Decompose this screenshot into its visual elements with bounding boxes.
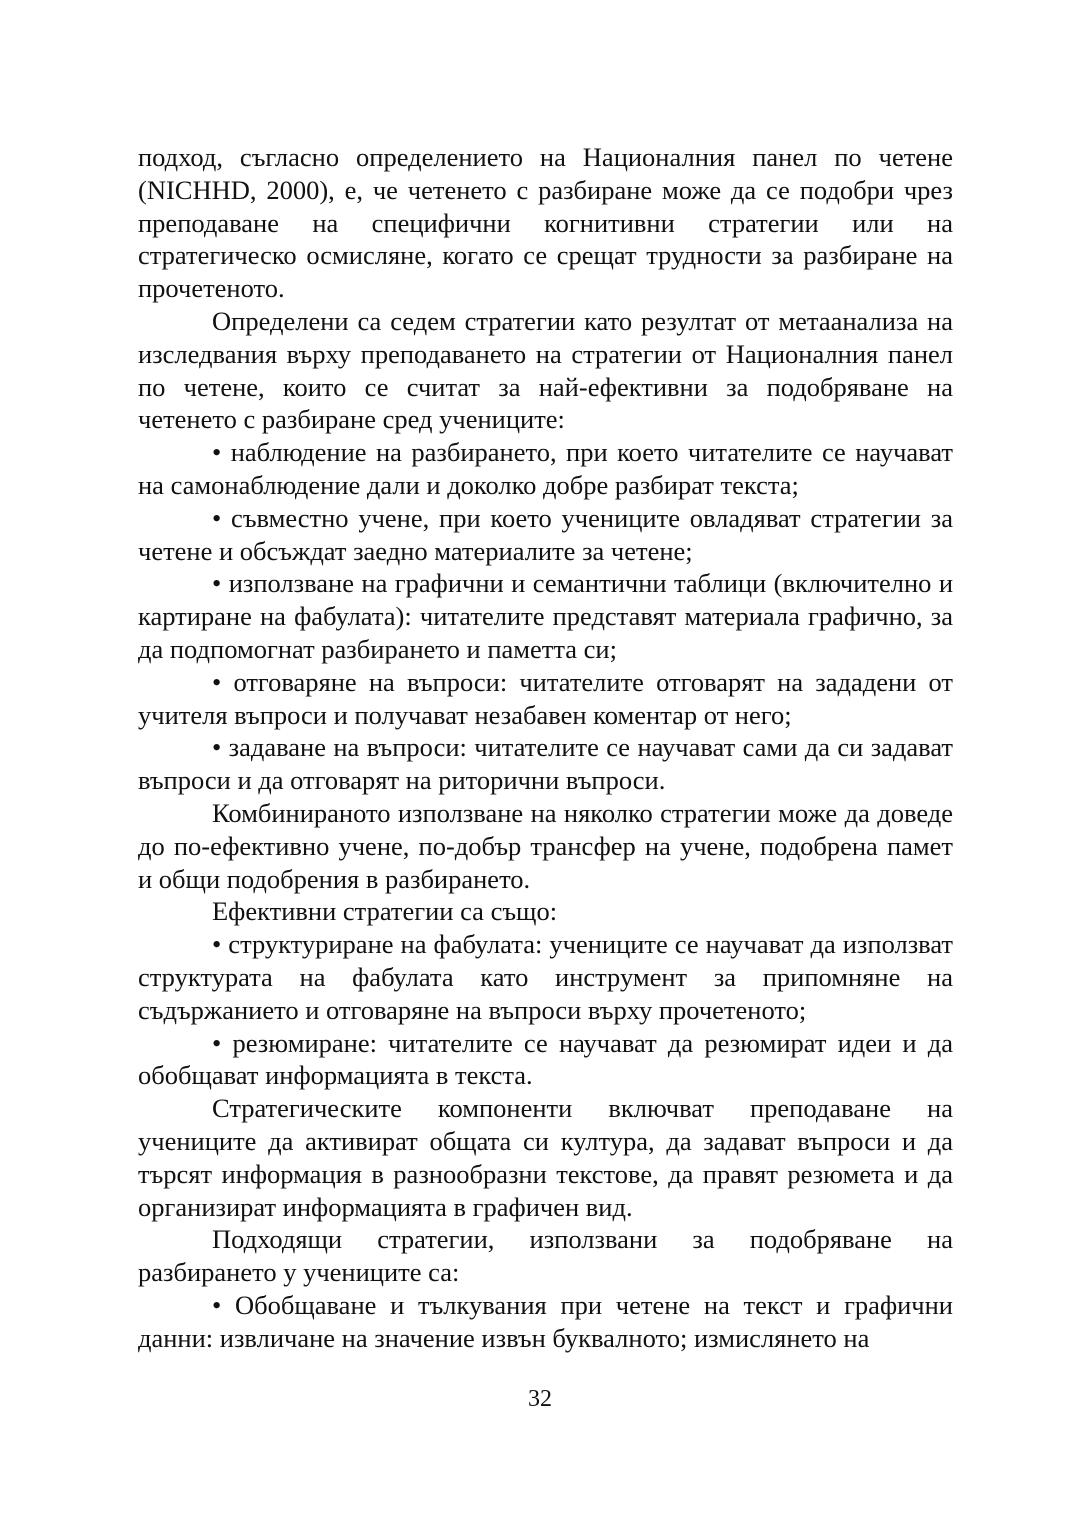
paragraph-combined-strategies: Комбинираното използване на няколко стратегии може да доведе до по-ефективно учене, по-добър трансфер на учене, подобрена памет и общи подобрения в разбирането.: [138, 797, 953, 894]
paragraph-continuation: подход, съгласно определението на Националния панел по четене (NICHHD, 2000), е, че четенето с разбиране може да се подобри чрез преподаване на специфични когнитивни стратегии или на стратегическо осмисляне, когато се срещат трудности за разбиране на прочетеното.: [138, 142, 953, 304]
list-item-graphic-organizers: • използване на графични и семантични таблици (включително и картиране на фабулата): читателите представят материала графично, за да подпомогнат разбирането и паметта си;: [138, 568, 953, 664]
body-text: [138, 141, 953, 1354]
list-item-summarization: • резюмиране: читателите се научават да резюмират идеи и да обобщават информацията в текста.: [138, 1027, 953, 1091]
list-item-comprehension-monitoring: • наблюдение на разбирането, при което читателите се научават на самонаблюдение дали и доколко добре разбират текста;: [138, 437, 953, 500]
list-item-cooperative-learning: • съвместно учене, при което учениците овладяват стратегии за четене и обсъждат заедно материалите за четене;: [138, 502, 953, 566]
paragraph-effective-strategies: Ефективни стратегии са също:: [212, 896, 558, 927]
list-item-story-structure: • структуриране на фабулата: учениците се научават да използват структурата на фабулата като инструмент за припомняне на съдържанието и отговаряне на въпроси върху прочетеното;: [138, 929, 953, 1025]
list-item-inference: • Обобщаване и тълкувания при четене на текст и графични данни: извличане на значение извън буквалното; измислянето на: [138, 1289, 953, 1353]
paragraph-strategic-components: Стратегическите компоненти включват преподаване на учениците да активират общата си култура, да задават въпроси и да търсят информация в разнообразни текстове, да правят резюмета и да организират информацията в графичен вид.: [138, 1093, 953, 1222]
paragraph-seven-strategies: Определени са седем стратегии като резултат от метаанализа на изследвания върху преподаването на стратегии от Националния панел по четене, които се считат за най-ефективни за подобряване на четенето с разбиране сред учениците:: [138, 305, 953, 435]
paragraph-suitable-strategies: Подходящи стратегии, използвани за подобряване на разбирането у учениците са:: [138, 1224, 953, 1288]
list-item-question-generation: • задаване на въпроси: читателите се научават сами да си задават въпроси и да отговарят на риторични въпроси.: [138, 732, 953, 796]
list-item-question-answering: • отговаряне на въпроси: читателите отговарят на зададени от учителя въпроси и получават незабавен коментар от него;: [138, 666, 953, 730]
page-number: 32: [528, 1386, 552, 1412]
